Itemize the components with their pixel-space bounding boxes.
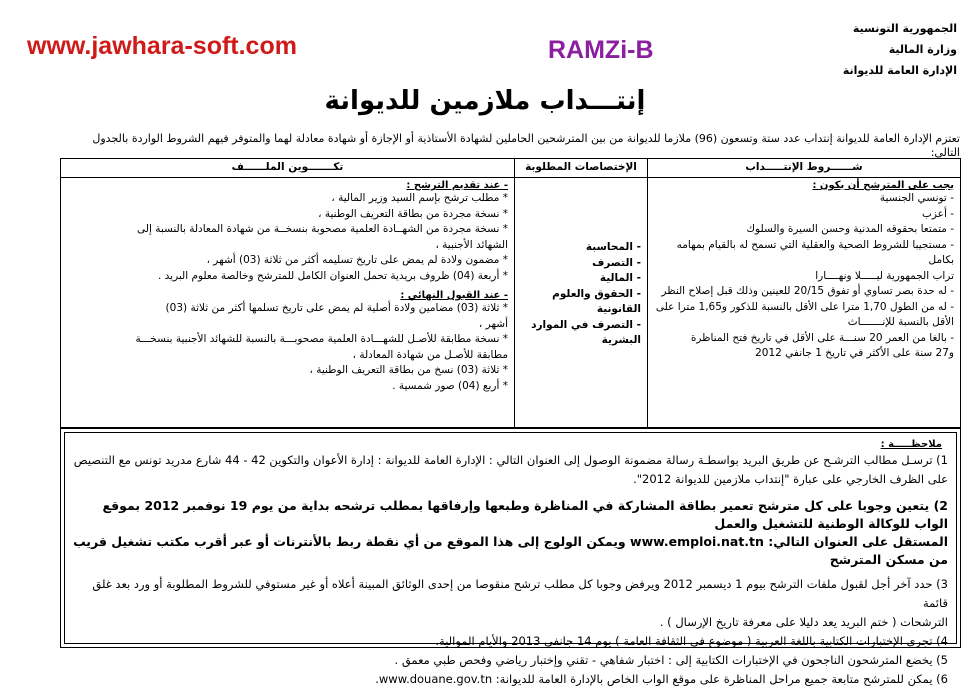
conditions-table bbox=[60, 158, 961, 428]
specialties-cell bbox=[515, 178, 648, 428]
header-file: تكـــــــوين الملــــــف bbox=[61, 159, 515, 178]
note-2-line-2: المستقل على العنوان التالي: www.emploi.nat.tn ويمكن الولوج إلى هذا الموقع من أي نقطة ربط بالأنترنات أو عبر أقرب مكتب تشغيل قريب من مسكن المترشح bbox=[73, 534, 948, 567]
file-line: * نسخة مجردة من الشهــادة العلمية مصحوبة بنسخــة من شهادة المعادلة بالنسبة إلى bbox=[137, 223, 508, 235]
req-line: الأقل بالنسبة للإنـــــــاث bbox=[847, 316, 954, 328]
header-requirements: شــــــروط الإنتـــــداب bbox=[648, 159, 961, 178]
submit-heading: - عند تقديم الترشح : bbox=[406, 180, 508, 191]
note-5: 5) يخضع المترشحون الناجحون في الإختبارات الكتابية إلى : اختبار شفاهي - تقني وإختبار رياضي وفحص طبي معمق . bbox=[394, 653, 948, 667]
header-specialties: الإختصاصات المطلوبة bbox=[515, 159, 648, 178]
note-4: 4) تجرى الإختبارات الكتابية باللغة العربية ( موضوع في الثقافة العامة ) يوم 14 جانفي 2013 والأيام الموالية. bbox=[435, 634, 948, 648]
req-line: و27 سنة على الأكثر في تاريخ 1 جانفي 2012 bbox=[755, 347, 954, 359]
page-title: إنتـــداب ملازمين للديوانة bbox=[324, 86, 646, 116]
file-line: أشهر ، bbox=[478, 317, 508, 330]
notes-box bbox=[60, 428, 961, 686]
req-line: - له حدة بصر تساوي أو تفوق 20/15 للعينين وذلك قبل إصلاح النظر bbox=[661, 285, 954, 297]
file-line: * ثلاثة (03) مضامين ولادة أصلية لم يمض على تاريخ تسلمها أكثر من ثلاثة (03) bbox=[165, 302, 508, 314]
file-line: * أربع (04) صور شمسية . bbox=[392, 379, 508, 392]
file-line: * نسخة مجردة من بطاقة التعريف الوطنية ، bbox=[318, 207, 508, 220]
republic-label: الجمهورية التونسية bbox=[852, 22, 957, 35]
file-cell bbox=[61, 178, 515, 428]
note-1-line-1: 1) ترسـل مطالب الترشـح عن طريق البريد بواسطـة رسالة مضمونة الوصول إلى العنوان التالي : الإدارة العامة للديوانة : إدارة الأعوان والتكوين 42 - 44 شارع مدريد تونس مع التنصيص bbox=[73, 453, 948, 467]
file-line: * نسخة مطابقة للأصـل للشهـــادة العلمية مصحوبـــة بالنسبة للشهائد الأجنبية بنسخـــة bbox=[135, 333, 508, 345]
directorate-label: الإدارة العامة للديوانة bbox=[842, 64, 957, 77]
notes-heading: ملاحظـــــة : bbox=[880, 439, 942, 450]
file-line: * مطلب ترشح بإسم السيد وزير المالية ، bbox=[331, 192, 508, 204]
note-3-line-2: الترشحات ( ختم البريد يعد دليلا على معرفة تاريخ الإرسال ) . bbox=[659, 615, 948, 629]
specialty-item: - المالية bbox=[599, 272, 641, 284]
specialty-item: - التصرف في الموارد البشرية bbox=[531, 318, 641, 346]
requirements-heading: يجب على المترشح أن يكون : bbox=[812, 180, 954, 191]
note-1-line-2: على الظرف الخارجي على عبارة "إنتداب ملازمين للديوانة 2012". bbox=[633, 472, 948, 486]
intro-paragraph: تعتزم الإدارة العامة للديوانة إنتداب عدد ستة وتسعون (96) ملازما للديوانة من بين المترشحين الحاملين لشهادة الأستاذية أو الإجازة أو شهادة معادلة لهما والمتوفر فيهم الشروط الواردة بالجدول التالي: bbox=[92, 132, 960, 159]
ministry-label: وزارة المالية bbox=[888, 43, 957, 56]
req-line: - له من الطول 1,70 مترا على الأقل بالنسبة للذكور و1,65 مترا على bbox=[655, 300, 954, 313]
note-2-line-1: 2) يتعين وجوبا على كل مترشح تعمير بطاقة المشاركة في المناظرة وطبعها وإرفاقها بمطلب ترشحه بداية من يوم 19 نوفمبر 2012 بموقع الواب للوكالة الوطنية للتشغيل والعمل bbox=[102, 498, 948, 531]
req-line: - بالغا من العمر 20 سنـــة على الأقل في تاريخ فتح المناظرة bbox=[690, 331, 954, 344]
watermark-site: www.jawhara-soft.com bbox=[27, 32, 297, 60]
file-line: * ثلاثة (03) نسخ من بطاقة التعريف الوطنية ، bbox=[309, 364, 508, 376]
specialty-item: - التصرف bbox=[592, 256, 641, 269]
watermark-brand: RAMZi-B bbox=[548, 36, 654, 64]
letterhead bbox=[757, 18, 957, 81]
req-line: - مستجيبا للشروط الصحية والعقلية التي تسمح له بالقيام بمهامه بكامل bbox=[676, 238, 954, 266]
req-line: - أعزب bbox=[922, 207, 954, 220]
req-line: تراب الجمهورية ليـــــلا ونهــــارا bbox=[815, 269, 954, 282]
requirements-cell bbox=[648, 178, 961, 428]
file-line: الشهائد الأجنبية ، bbox=[435, 238, 508, 251]
file-line: * أربعة (04) ظروف بريدية تحمل العنوان الكامل للمترشح وخالصة معلوم البريد . bbox=[157, 269, 508, 282]
note-3-line-1: 3) حدد آخر أجل لقبول ملفات الترشح بيوم 1 ديسمبر 2012 ويرفض وجوبا كل مطلب ترشح منقوصا من إحدى الوثائق المبينة أعلاه أو غير مستوفي للشروط المطلوبة أو ورد بعد غلق قائمة bbox=[92, 577, 948, 610]
req-line: - متمتعا بحقوقه المدنية وحسن السيرة والسلوك bbox=[746, 223, 954, 235]
specialty-item: - المحاسبة bbox=[585, 241, 641, 253]
note-6: 6) يمكن للمترشح متابعة جميع مراحل المناظرة على موقع الواب الخاص بالإدارة العامة للديوانة: www.douane.gov.tn. bbox=[375, 672, 948, 686]
specialty-item: - الحقوق والعلوم القانونية bbox=[552, 287, 641, 315]
file-line: مطابقة للأصـل من شهادة المعادلة ، bbox=[352, 348, 508, 361]
final-heading: - عند القبول النهائي : bbox=[400, 290, 508, 301]
req-line: - تونسي الجنسية bbox=[879, 192, 954, 204]
file-line: * مضمون ولادة لم يمض على تاريخ تسليمه أكثر من ثلاثة (03) أشهر ، bbox=[206, 254, 508, 266]
